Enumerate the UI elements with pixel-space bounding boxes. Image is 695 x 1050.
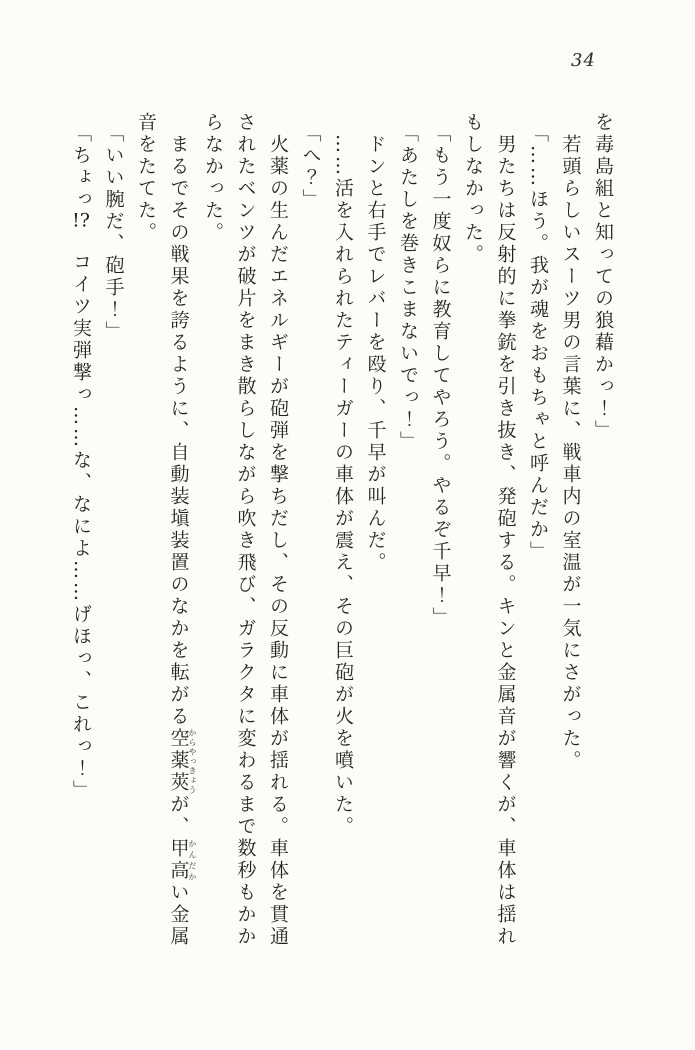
page-number: 34: [571, 50, 596, 71]
text-line: 「あたしを巻きこまないでっ！」: [397, 123, 419, 453]
text-line: ……活を入れられたティーガーの車体が震え、その巨砲が火を噴いた。: [332, 134, 354, 838]
text-line: らなかった。: [202, 112, 224, 244]
text-line: 「いい腕だ、砲手！」: [102, 123, 125, 343]
text-line: を毒島組と知っての狼藉かっ！」: [592, 112, 614, 442]
text-line: 音をたてた。: [135, 112, 157, 244]
text-line: 火薬の生んだエネルギーが砲弾を撃ちだし、その反動に車体が揺れる。車体を貫通: [267, 134, 289, 948]
text-line: まるでその戦果を誇るように、自動装塡装置のなかを転がる空薬莢からやっきょうが、甲高かんだかい金属: [167, 134, 197, 948]
text-line: 「へ？」: [299, 123, 322, 211]
text-line: されたベンツが破片をまき散らしながら吹き飛び、ガラクタに変わるまで数秒もかか: [234, 112, 257, 948]
text-line: もしなかった。: [462, 112, 484, 266]
text-line: 「……ほう。我が魂をおもちゃと呼んだか」: [527, 123, 549, 563]
text-line: 若頭らしいスーツ男の言葉に、戦車内の室温が一気にさがった。: [559, 134, 582, 772]
text-line: 男たちは反射的に拳銃を引き抜き、発砲する。キンと金属音が響くが、車体は揺れ: [494, 134, 517, 948]
text-line: 「もう一度奴らに教育してやろう。やるぞ千早！」: [429, 123, 452, 629]
text-line: 「ちょっ!? コイツ実弾撃っ……な、なによ……げほっ、これっ！」: [70, 123, 92, 802]
text-line: ドンと右手でレバーを殴り、千早が叫んだ。: [364, 134, 387, 574]
text-block: [65, 112, 620, 957]
ruby-annotated-text: 空薬莢からやっきょう: [167, 728, 197, 794]
ruby-annotated-text: 甲高かんだか: [167, 838, 197, 882]
tate-chu-yoko: !?: [72, 211, 90, 230]
